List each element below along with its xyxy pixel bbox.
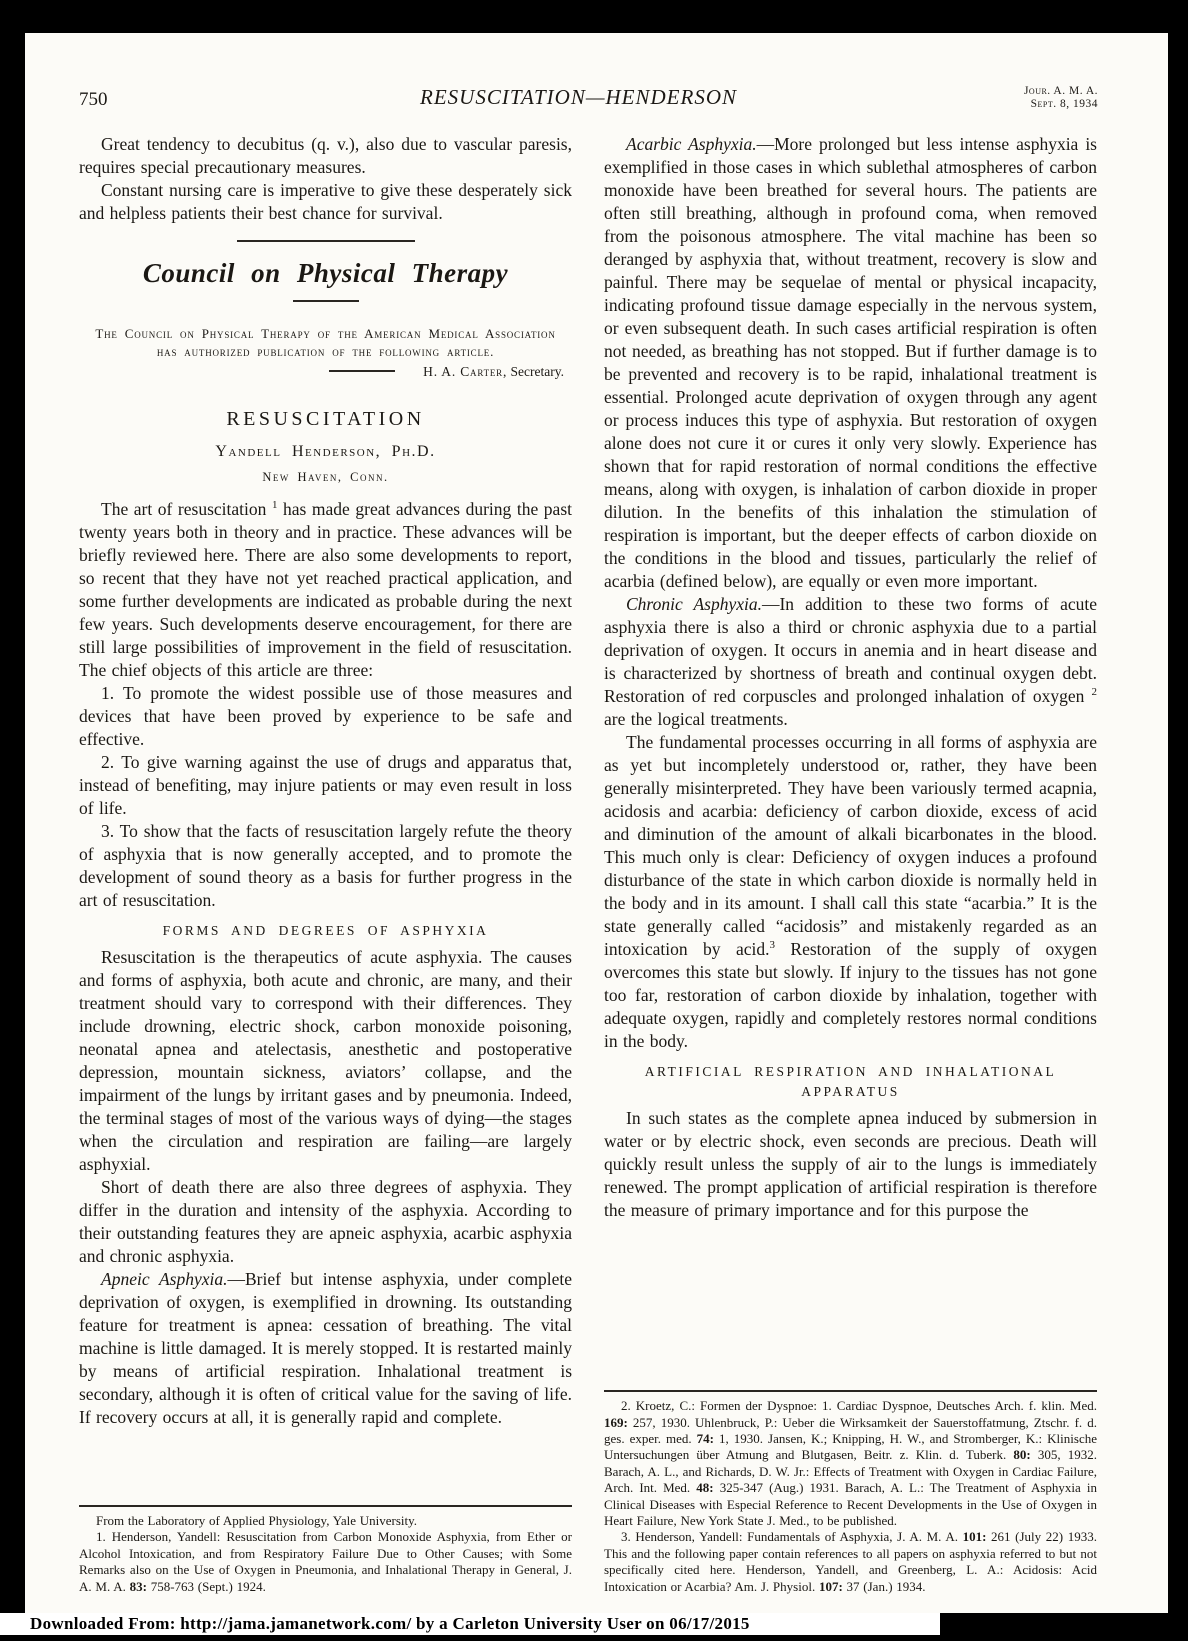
page-header [79,85,1098,111]
paragraph-apneic: Apneic Asphyxia.—Brief but intense asphyxia, under complete deprivation of oxygen, is exemplified in drowning. Its outstanding feature for treatment is apnea: cessation of breathing. The vital machine is little damaged. It is merely stopped. It is restarted mainly by means of artificial respiration. Inhalational treatment is secondary, although it is often of critical value for the saving of life. If recovery occurs at all, it is generally rapid and complete. [79,1269,572,1427]
journal-reference [948,85,1098,111]
text-run: 169: [604,1414,628,1430]
text-run: 74: [696,1430,715,1446]
council-heading: Council on Physical Therapy [142,258,509,288]
footnote-reference: 3 [769,939,775,952]
text-run: 48: [696,1480,714,1496]
paragraph-forms: Resuscitation is the therapeutics of acute asphyxia. The causes and forms of asphyxia, both acute and chronic, are many, and their treatment should vary to correspond with their differences. They include drowning, electric shock, carbon monoxide poisoning, neonatal apnea and atelectasis, anesthetic and postoperative depression, mountain sickness, aviators’ collapse, and the impairment of the lungs by irritant gases and by pneumonia. Indeed, the terminal stages of most of the various ways of dying—the stages when the circulation and respiration are failing—are largely asphyxial. [79,947,572,1174]
section-divider-rule [237,240,415,242]
paragraph-objective-1: 1. To promote the widest possible use of those measures and devices that have been proved by experience to be safe and effective. [79,683,572,749]
text-run: Acarbic Asphyxia. [626,134,757,154]
paragraph-intro: The art of resuscitation $^1$ has made great advances during the past twenty years both in theory and in practice. These advances will be briefly reviewed here. There are also some developments to report, so recent that they have not yet reached practical application, and some further developments are indicated as probable during the next few years. Such developments deserve encouragement, for there are still large possibilities of improvement in the field of resuscitation. The chief objects of this article are three: [79,499,572,680]
page-number: 750 [79,89,108,110]
journal-name: Jour. A. M. A. [1023,85,1098,97]
footnote-1: 1. Henderson, Yandell: Resuscitation from Carbon Monoxide Asphyxia, from Ether or Alcohol Intoxication, and from Respiratory Failure Due to Other Causes; with Some Remarks also on the Use of Oxygen in Pneumonia, and Inhalational Therapy in General, J. A. M. A. 83: 758-763 (Sept.) 1924. [79,1529,572,1594]
text-run: 101: [962,1529,987,1545]
section-heading-apparatus: APPARATUS [801,1084,900,1099]
text-run: Chronic Asphyxia. [626,594,762,614]
paragraph-objective-2: 2. To give warning against the use of drugs and apparatus that, instead of benefiting, may injure patients or may even result in loss of life. [79,752,572,818]
secretary-rule [329,370,395,372]
text-run: H. A. Carter, [423,364,508,379]
article-author: Yandell Henderson, Ph.D. [215,443,436,460]
running-title: RESUSCITATION—HENDERSON [420,85,737,109]
paragraph-fundamental: The fundamental processes occurring in all forms of asphyxia are as yet but incompletely understood or, rather, they have been generally misinterpreted. They have been variously termed acapnia, acidosis and acarbia: deficiency of carbon dioxide, excess of acid and diminution of the amount of alkali bicarbonates in the blood. This much only is clear: Deficiency of oxygen induces a profound disturbance of the state in which carbon dioxide is normally held in the body and in its amount. I shall call this state “acarbia.” It is the state generally called “acidosis” and mistakenly regarded as an intoxication by acid.$^3$ Restoration of the supply of oxygen overcomes this state but slowly. If injury to the tissues has not gone too far, restoration of carbon dioxide by inhalation, together with adequate oxygen, rapidly and completely restores normal conditions in the body. [604,732,1097,1051]
text-run: Apneic Asphyxia. [101,1269,228,1289]
text-run: 107: [818,1578,843,1594]
footnote-affiliation: From the Laboratory of Applied Physiology, Yale University. [96,1512,418,1528]
download-banner-text: Downloaded From: http://jama.jamanetwork.com/ by a Carleton University User on 06/17/2015 [30,1614,750,1633]
paragraph-chronic: Chronic Asphyxia.—In addition to these two forms of acute asphyxia there is also a third or chronic asphyxia due to a partial deprivation of oxygen. It occurs in anemia and in heart disease and is characterized by shortness of breath and continual oxygen debt. Restoration of red corpuscles and prolonged inhalation of oxygen $^2$ are the logical treatments. [604,594,1097,729]
text-run: 83: [129,1578,147,1594]
issue-date: Sept. 8, 1934 [1030,98,1098,110]
footnote-2: 2. Kroetz, C.: Formen der Dyspnoe: 1. Cardiac Dyspnoe, Deutsches Arch. f. klin. Med. 169: 257, 1930. Uhlenbruck, P.: Ueber die Wirksamkeit der Sauerstoffatmung, Ztschr. f. d. ges. exper. med. 74: 1, 1930. Jansen, K.; Knipping, H. W., and Stromberger, K.: Klinische Untersuchungen über Atmung and Blutgasen, Beitr. z. Klin. d. Tuberk. 80: 305, 1932. Barach, A. L., and Richards, D. W. Jr.: Effects of Treatment with Oxygen in Cardiac Failure, Arch. Int. Med. 48: 325-347 (Aug.) 1931. Barach, A. L.: The Treatment of Asphyxia in Clinical Diseases with Especial Reference to Recent Developments in the Use of Oxygen in Heart Failure, New York State J. Med., to be published. [604,1398,1097,1528]
paragraph-objective-3: 3. To show that the facts of resuscitation largely refute the theory of asphyxia that is now generally accepted, and to promote the development of sound theory as a basis for further progress in the art of resuscitation. [79,821,572,910]
article-title: RESUSCITATION [226,408,425,430]
section-heading-artificial: ARTIFICIAL RESPIRATION AND INHALATIONAL [644,1064,1057,1079]
council-heading-rule [293,300,359,302]
journal-page [25,33,1168,1617]
footnote-reference: 1 [271,499,278,512]
footnote-3: 3. Henderson, Yandell: Fundamentals of Asphyxia, J. A. M. A. 101: 261 (July 22) 1933. This and the following paper contain references to all papers on asphyxia referred to but not specifically cited here. Henderson, Yandell, and Greenberg, L. A.: Acidosis: Acid Intoxication or Acarbia? Am. J. Physiol. 107: 37 (Jan.) 1934. [604,1529,1097,1594]
right-column [604,133,1097,1595]
paragraph-nursing: Constant nursing care is imperative to give these desperately sick and helpless patients their best chance for survival. [79,180,572,223]
footnote-reference: 2 [1091,686,1097,699]
author-location: New Haven, Conn. [262,470,389,484]
paragraph-degrees: Short of death there are also three degrees of asphyxia. They differ in the duration and intensity of the asphyxia. According to their outstanding features they are apneic asphyxia, acarbic asphyxia and chronic asphyxia. [79,1177,572,1266]
paragraph-decubitus: Great tendency to decubitus (q. v.), also due to vascular paresis, requires special precautionary measures. [79,134,572,177]
left-column [79,133,572,1595]
paragraph-acarbic: Acarbic Asphyxia.—More prolonged but less intense asphyxia is exemplified in those cases in which sublethal atmospheres of carbon monoxide have been breathed for several hours. The patients are often still breathing, although in profound coma, when removed from the poisonous atmosphere. The vital machine has been so deranged by asphyxia that, without treatment, recovery is slow and painful. There may be sequelae of mental or physical incapacity, indicating profound tissue damage especially in the nervous system, or even subsequent death. In such cases artificial respiration is often not needed, as breathing has not stopped. But if further damage is to be prevented and recovery is to be rapid, inhalational treatment is essential. Prolonged acute deprivation of oxygen through any agent or process induces this type of asphyxia. But restoration of oxygen alone does not cure it or cures it only very slowly. Experience has shown that for rapid restoration of normal conditions the effective means, along with oxygen, is inhalation of carbon dioxide in proper dilution. In the benefits of this inhalation the stimulation of respiration is important, but the deeper effects of carbon dioxide on the conditions in the blood and tissues, particularly the relief of acarbia (defined below), are equally or even more important. [604,134,1097,591]
text-run: 80: [1013,1447,1031,1463]
download-banner-band [0,1613,1188,1641]
secretary-text: H. A. Carter, Secretary. [423,364,564,379]
footnote-rule [79,1505,572,1507]
section-heading-forms: FORMS AND DEGREES OF ASPHYXIA [162,923,489,938]
paragraph-apnea-states: In such states as the complete apnea induced by submersion in water or by electric shock, even seconds are precious. Death will quickly result unless the supply of air to the lungs is immediately renewed. The prompt application of artificial respiration is therefore the measure of primary importance and for this purpose the [604,1108,1097,1220]
council-notice: The Council on Physical Therapy of the American Medical Association has authorized publication of the following article. [95,326,556,359]
two-column-text [79,133,1098,1595]
download-banner [0,1613,940,1635]
footnote-rule [604,1390,1097,1392]
secretary-signature [79,364,564,380]
